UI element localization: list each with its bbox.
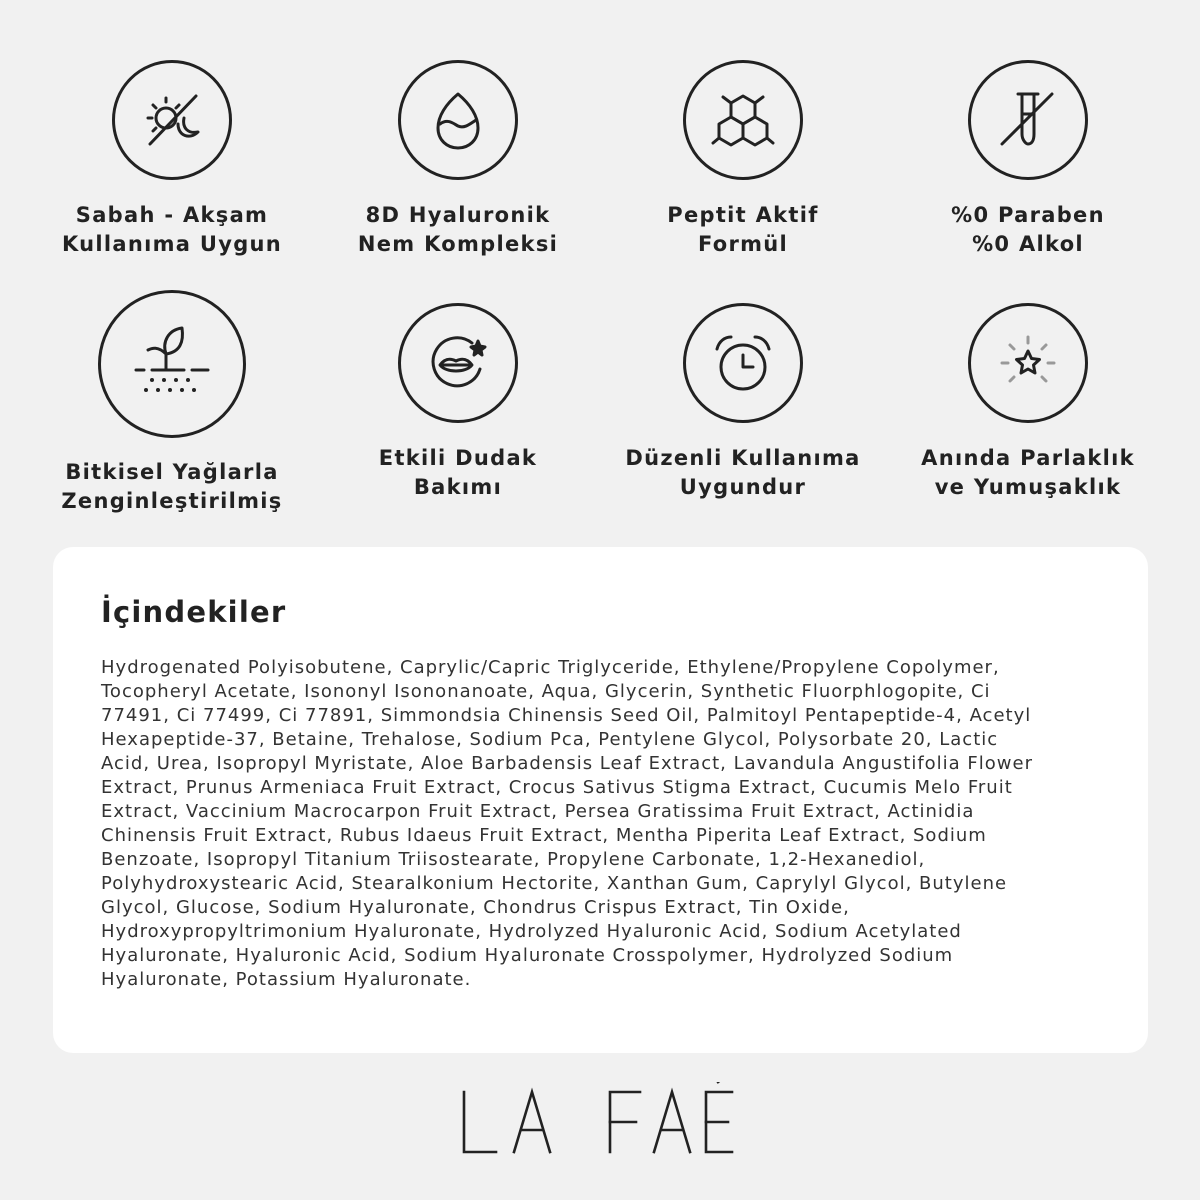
alarm-clock-icon — [683, 303, 803, 423]
ingredients-line: Extract, Prunus Armeniaca Fruit Extract, Crocus Sativus Stigma Extract, Cucumis Melo Fruit — [101, 777, 1013, 798]
ingredients-line: Benzoate, Isopropyl Titanium Triisostearate, Propylene Carbonate, 1,2-Hexanediol, — [101, 849, 926, 870]
ingredients-line: Tocopheryl Acetate, Isononyl Isononanoate, Aqua, Glycerin, Synthetic Fluorphlogopite, Ci — [101, 681, 991, 702]
brand-logo — [0, 1082, 1200, 1166]
feature-label-line: %0 Alkol — [972, 232, 1084, 256]
water-drop-icon — [398, 60, 518, 180]
feature-peptide — [608, 60, 878, 260]
test-tube-crossed-icon — [968, 60, 1088, 180]
ingredients-card — [53, 547, 1148, 1053]
ingredients-line: Chinensis Fruit Extract, Rubus Idaeus Fruit Extract, Mentha Piperita Leaf Extract, Sodium — [101, 825, 987, 846]
feature-paraben-free — [893, 60, 1163, 260]
feature-plant-oils — [37, 290, 307, 520]
feature-label-line: Sabah - Akşam — [75, 203, 269, 227]
feature-label-line: Düzenli Kullanıma — [625, 446, 861, 470]
lips-star-icon — [398, 303, 518, 423]
feature-label-line: Zenginleştirilmiş — [61, 489, 283, 513]
leaf-seed-icon — [98, 290, 246, 438]
feature-label-line: Etkili Dudak — [378, 446, 538, 470]
feature-label-line: Bakımı — [413, 475, 503, 499]
feature-instant-shine — [893, 303, 1163, 503]
feature-lip-care — [323, 303, 593, 503]
molecule-icon — [683, 60, 803, 180]
feature-label-line: Uygundur — [679, 475, 807, 499]
feature-label-line: Anında Parlaklık — [921, 446, 1135, 470]
ingredients-line: Acid, Urea, Isopropyl Myristate, Aloe Barbadensis Leaf Extract, Lavandula Angustifolia Flower — [101, 753, 1033, 774]
ingredients-line: Hexapeptide-37, Betaine, Trehalose, Sodium Pca, Pentylene Glycol, Polysorbate 20, Lactic — [101, 729, 999, 750]
feature-label-line: 8D Hyaluronik — [365, 203, 551, 227]
ingredients-line: Extract, Vaccinium Macrocarpon Fruit Extract, Persea Gratissima Fruit Extract, Actinidia — [101, 801, 975, 822]
feature-label-line: Bitkisel Yağlarla — [65, 460, 279, 484]
ingredients-line: Hydrogenated Polyisobutene, Caprylic/Capric Triglyceride, Ethylene/Propylene Copolymer, — [101, 657, 1000, 678]
ingredients-line: 77491, Ci 77499, Ci 77891, Simmondsia Chinensis Seed Oil, Palmitoyl Pentapeptide-4, Acetyl — [101, 705, 1032, 726]
ingredients-line: Hydroxypropyltrimonium Hyaluronate, Hydrolyzed Hyaluronic Acid, Sodium Acetylated — [101, 921, 962, 942]
feature-label-line: Nem Kompleksi — [357, 232, 559, 256]
sun-moon-crossed-icon — [112, 60, 232, 180]
ingredients-line: Hyaluronate, Potassium Hyaluronate. — [101, 969, 472, 990]
ingredients-list — [101, 656, 1111, 992]
feature-label-line: Peptit Aktif — [667, 203, 819, 227]
feature-label-line: Formül — [697, 232, 789, 256]
feature-label-line: ve Yumuşaklık — [934, 475, 1122, 499]
feature-label-line: Kullanıma Uygun — [61, 232, 283, 256]
feature-hyaluronic — [323, 60, 593, 260]
feature-morning-evening — [37, 60, 307, 260]
ingredients-line: Polyhydroxystearic Acid, Stearalkonium Hectorite, Xanthan Gum, Caprylyl Glycol, Butylene — [101, 873, 1008, 894]
feature-label-line: %0 Paraben — [951, 203, 1105, 227]
ingredients-title: İçindekiler — [101, 595, 287, 629]
ingredients-line: Glycol, Glucose, Sodium Hyaluronate, Chondrus Crispus Extract, Tin Oxide, — [101, 897, 850, 918]
feature-regular-use — [608, 303, 878, 503]
sparkle-star-icon — [968, 303, 1088, 423]
ingredients-line: Hyaluronate, Hyaluronic Acid, Sodium Hyaluronate Crosspolymer, Hydrolyzed Sodium — [101, 945, 954, 966]
